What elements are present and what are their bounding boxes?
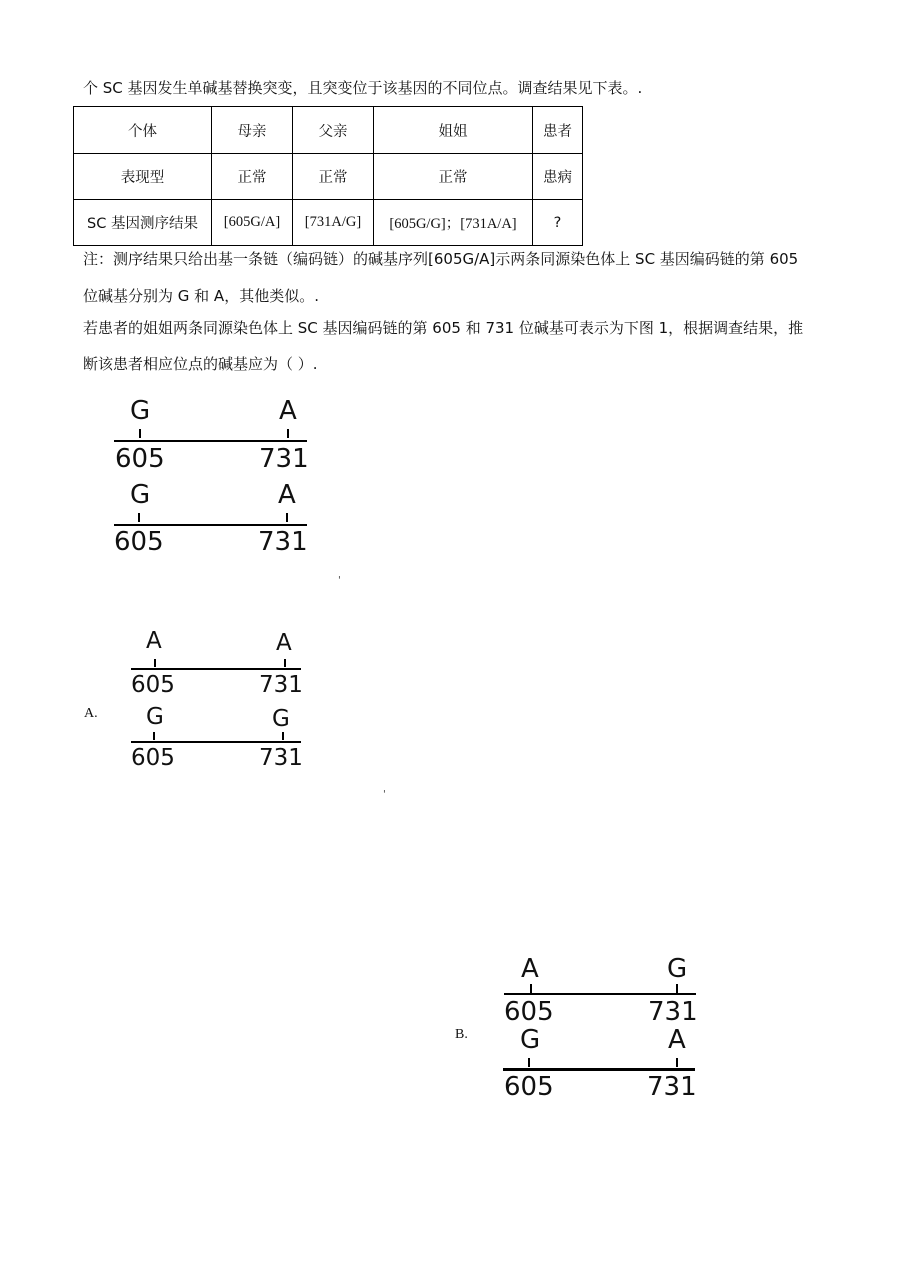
position-label: 731 — [647, 1072, 697, 1102]
base-label: A — [278, 480, 296, 510]
table-cell: 姐姐 — [374, 107, 533, 154]
stray-mark: ' — [383, 789, 386, 800]
chromosome-line — [131, 741, 301, 743]
position-label: 605 — [115, 444, 165, 474]
base-label: G — [130, 480, 151, 510]
table-cell: 正常 — [212, 154, 293, 200]
question-line-2: 断该患者相应位点的碱基应为（ ）. — [83, 355, 318, 373]
base-label: G — [130, 396, 151, 426]
table-cell: 正常 — [293, 154, 374, 200]
table-row — [74, 200, 583, 246]
position-label: 605 — [504, 997, 554, 1027]
base-label: A — [279, 396, 297, 426]
tick-mark — [282, 732, 284, 740]
table-cell: 母亲 — [212, 107, 293, 154]
chromosome-line — [114, 524, 307, 526]
tick-mark — [287, 429, 289, 438]
table-cell: 患病 — [533, 154, 583, 200]
chromosome-line — [504, 993, 696, 995]
question-line-1: 若患者的姐姐两条同源染色体上 SC 基因编码链的第 605 和 731 位碱基可表示为下图 1，根据调查结果，推 — [83, 319, 804, 337]
survey-table — [73, 106, 583, 246]
chromosome-line — [131, 668, 301, 670]
base-label: G — [520, 1025, 541, 1055]
option-a-label: A. — [84, 706, 98, 721]
tick-mark — [676, 984, 678, 993]
table-row — [74, 107, 583, 154]
option-b-diagram — [502, 954, 702, 1104]
table-cell: 患者 — [533, 107, 583, 154]
table-cell: 表现型 — [74, 154, 212, 200]
table-cell: 父亲 — [293, 107, 374, 154]
table-cell: 个体 — [74, 107, 212, 154]
note-line-2: 位碱基分别为 G 和 A，其他类似。. — [83, 287, 319, 305]
tick-mark — [286, 513, 288, 522]
option-b-label: B. — [455, 1027, 468, 1042]
base-label: A — [668, 1025, 686, 1055]
tick-mark — [153, 732, 155, 740]
table-cell: [731A/G] — [293, 200, 374, 246]
position-label: 731 — [259, 672, 303, 698]
base-label: G — [667, 954, 688, 984]
table-cell: ? — [533, 200, 583, 246]
tick-mark — [154, 659, 156, 667]
table-cell: [605G/A] — [212, 200, 293, 246]
stray-mark: ' — [338, 575, 341, 586]
table-cell: SC 基因测序结果 — [74, 200, 212, 246]
position-label: 731 — [648, 997, 698, 1027]
chromosome-line — [114, 440, 307, 442]
base-label: A — [521, 954, 539, 984]
tick-mark — [139, 429, 141, 438]
position-label: 731 — [259, 745, 303, 771]
note-line-1: 注：测序结果只给出基一条链（编码链）的碱基序列[605G/A]示两条同源染色体上 SC 基因编码链的第 605 — [83, 250, 799, 268]
base-label: A — [276, 630, 292, 656]
position-label: 605 — [131, 745, 175, 771]
tick-mark — [138, 513, 140, 522]
position-label: 605 — [114, 527, 164, 557]
table-row — [74, 154, 583, 200]
option-a-diagram — [128, 628, 308, 778]
base-label: A — [146, 628, 162, 654]
intro-text: 个 SC 基因发生单碱基替换突变，且突变位于该基因的不同位点。调查结果见下表。. — [83, 79, 643, 97]
tick-mark — [530, 984, 532, 993]
position-label: 605 — [131, 672, 175, 698]
base-label: G — [146, 704, 164, 730]
table-cell: 正常 — [374, 154, 533, 200]
tick-mark — [676, 1058, 678, 1067]
chromosome-line — [503, 1068, 695, 1071]
position-label: 731 — [258, 527, 308, 557]
base-label: G — [272, 706, 290, 732]
tick-mark — [284, 659, 286, 667]
table-cell: [605G/G]；[731A/A] — [374, 200, 533, 246]
figure1-diagram — [112, 396, 312, 562]
position-label: 731 — [259, 444, 309, 474]
tick-mark — [528, 1058, 530, 1067]
position-label: 605 — [504, 1072, 554, 1102]
